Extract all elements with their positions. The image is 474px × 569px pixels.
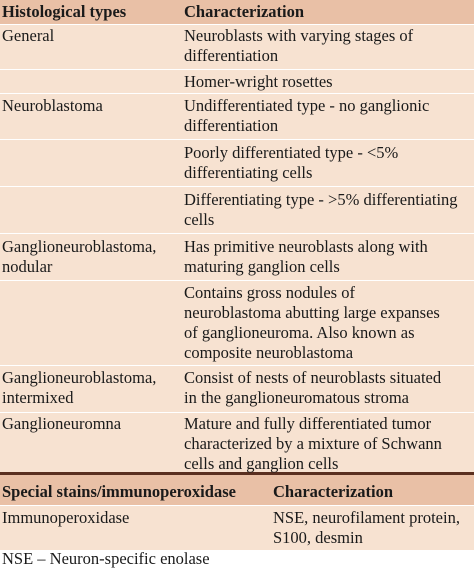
row-desc-line: in the ganglioneuromatous stroma: [184, 388, 409, 407]
table2-header-special-stains: Special stains/immunoperoxidase: [2, 482, 236, 501]
row-divider: [0, 505, 474, 506]
row-desc-line: Differentiating type - >5% differentiating: [184, 190, 458, 209]
table1-header-characterization: Characterization: [184, 2, 305, 21]
row-desc-line: Homer-wright rosettes: [184, 72, 333, 91]
row-desc-line: Consist of nests of neuroblasts situated: [184, 368, 442, 387]
row-desc-line: Has primitive neuroblasts along with: [184, 237, 428, 256]
row-desc-line: Contains gross nodules of: [184, 283, 355, 302]
row-desc-line: Poorly differentiated type - <5%: [184, 143, 399, 162]
row-desc-line: cells: [184, 210, 215, 229]
row-type-gnb-intermixed: Ganglioneuroblastoma,: [2, 368, 157, 387]
footnote: NSE – Neuron-specific enolase: [2, 549, 210, 568]
row-desc-line: characterized by a mixture of Schwann: [184, 434, 442, 453]
row-desc-line: differentiating cells: [184, 163, 313, 182]
row-type-gnb-nodular: nodular: [2, 257, 53, 276]
row-divider: [0, 365, 474, 366]
row-divider: [0, 93, 474, 94]
row-divider: [0, 24, 474, 25]
table2-header-characterization: Characterization: [273, 482, 394, 501]
row-desc-line: maturing ganglion cells: [184, 257, 340, 276]
row-type-gnb-nodular: Ganglioneuroblastoma,: [2, 237, 157, 256]
row-desc-line: S100, desmin: [273, 528, 363, 547]
row-divider: [0, 139, 474, 140]
row-desc-line: of ganglioneuroma. Also known as: [184, 323, 415, 342]
row-divider: [0, 186, 474, 187]
row-type-immunoperoxidase: Immunoperoxidase: [2, 508, 130, 527]
row-desc-line: neuroblastoma abutting large expanses: [184, 303, 440, 322]
row-divider: [0, 233, 474, 234]
row-type-gnb-intermixed: intermixed: [2, 388, 74, 407]
row-divider: [0, 412, 474, 413]
row-divider: [0, 69, 474, 70]
row-desc-line: differentiation: [184, 116, 279, 135]
row-divider: [0, 280, 474, 281]
row-type-ganglioneuromna: Ganglioneuromna: [2, 414, 122, 433]
row-desc-line: Mature and fully differentiated tumor: [184, 414, 432, 433]
row-type-neuroblastoma: Neuroblastoma: [2, 96, 103, 115]
row-desc-line: differentiation: [184, 46, 279, 65]
row-desc-line: cells and ganglion cells: [184, 454, 339, 473]
row-desc-line: composite neuroblastoma: [184, 343, 354, 362]
row-desc-line: NSE, neurofilament protein,: [273, 508, 460, 527]
row-type-general: General: [2, 26, 55, 45]
table1-header-histological-types: Histological types: [2, 2, 127, 21]
row-desc-line: Neuroblasts with varying stages of: [184, 26, 414, 45]
row-desc-line: Undifferentiated type - no ganglionic: [184, 96, 430, 115]
